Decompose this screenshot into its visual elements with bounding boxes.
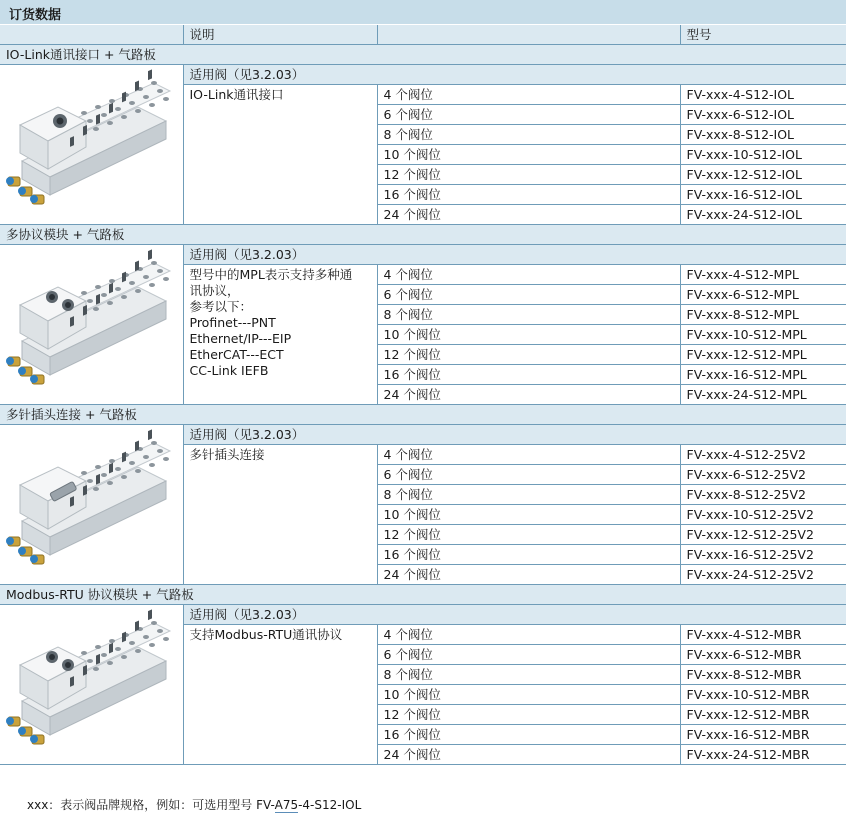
valve-positions: 16 个阀位 <box>377 725 680 745</box>
header-model: 型号 <box>680 25 846 45</box>
model-number: FV-xxx-24-S12-MPL <box>680 385 846 405</box>
product-image-cell <box>0 425 183 585</box>
product-image <box>6 69 176 219</box>
valve-positions: 4 个阀位 <box>377 625 680 645</box>
footnote-tail: -4-S12-IOL <box>298 798 362 812</box>
footnote <box>27 796 361 813</box>
valve-positions: 12 个阀位 <box>377 165 680 185</box>
valve-positions: 10 个阀位 <box>377 145 680 165</box>
model-number: FV-xxx-10-S12-MPL <box>680 325 846 345</box>
valve-positions: 4 个阀位 <box>377 265 680 285</box>
model-number: FV-xxx-24-S12-MBR <box>680 745 846 765</box>
model-number: FV-xxx-4-S12-MPL <box>680 265 846 285</box>
product-image-cell <box>0 65 183 225</box>
model-number: FV-xxx-6-S12-25V2 <box>680 465 846 485</box>
model-number: FV-xxx-8-S12-IOL <box>680 125 846 145</box>
model-number: FV-xxx-12-S12-MBR <box>680 705 846 725</box>
valve-positions: 4 个阀位 <box>377 85 680 105</box>
model-number: FV-xxx-16-S12-MBR <box>680 725 846 745</box>
description-line: Ethernet/IP---EIP <box>189 331 292 346</box>
group-subheader-row <box>0 425 846 445</box>
valve-positions: 10 个阀位 <box>377 685 680 705</box>
description-line: Profinet---PNT <box>189 315 276 330</box>
valve-positions: 12 个阀位 <box>377 525 680 545</box>
description-line: 支持Modbus-RTU通讯协议 <box>189 627 343 642</box>
model-number: FV-xxx-4-S12-25V2 <box>680 445 846 465</box>
group-title-row <box>0 585 846 605</box>
group-title: IO-Link通讯接口 + 气路板 <box>0 45 846 65</box>
model-number: FV-xxx-16-S12-MPL <box>680 365 846 385</box>
valve-positions: 24 个阀位 <box>377 745 680 765</box>
valve-positions: 12 个阀位 <box>377 345 680 365</box>
product-image <box>6 249 176 399</box>
model-number: FV-xxx-4-S12-MBR <box>680 625 846 645</box>
valve-positions: 24 个阀位 <box>377 205 680 225</box>
product-image <box>6 429 176 579</box>
description-line: CC-Link IEFB <box>189 363 269 378</box>
valve-positions: 16 个阀位 <box>377 365 680 385</box>
table-header <box>0 25 846 45</box>
valve-positions: 8 个阀位 <box>377 665 680 685</box>
model-number: FV-xxx-4-S12-IOL <box>680 85 846 105</box>
group-title-row <box>0 405 846 425</box>
valve-positions: 6 个阀位 <box>377 465 680 485</box>
model-number: FV-xxx-10-S12-IOL <box>680 145 846 165</box>
valve-positions: 4 个阀位 <box>377 445 680 465</box>
model-number: FV-xxx-16-S12-IOL <box>680 185 846 205</box>
model-number: FV-xxx-8-S12-MBR <box>680 665 846 685</box>
group-description <box>183 625 377 765</box>
valve-positions: 16 个阀位 <box>377 545 680 565</box>
valve-positions: 8 个阀位 <box>377 485 680 505</box>
valve-positions: 16 个阀位 <box>377 185 680 205</box>
group-description <box>183 85 377 225</box>
group-title: Modbus-RTU 协议模块 + 气路板 <box>0 585 846 605</box>
page-title: 订货数据 <box>9 8 62 23</box>
group-title: 多协议模块 + 气路板 <box>0 225 846 245</box>
model-number: FV-xxx-8-S12-25V2 <box>680 485 846 505</box>
valve-positions: 6 个阀位 <box>377 105 680 125</box>
description-line: 参考以下： <box>189 299 253 314</box>
group-subheader-row <box>0 605 846 625</box>
description-line: 多针插头连接 <box>189 447 265 462</box>
group-description <box>183 265 377 405</box>
header-description: 说明 <box>183 25 377 45</box>
group-subheader-row <box>0 65 846 85</box>
valve-positions: 10 个阀位 <box>377 325 680 345</box>
footnote-brand-code: A75 <box>274 798 299 812</box>
group-title-row <box>0 225 846 245</box>
model-number: FV-xxx-8-S12-MPL <box>680 305 846 325</box>
model-number: FV-xxx-12-S12-25V2 <box>680 525 846 545</box>
description-line: 讯协议， <box>189 283 240 298</box>
valve-positions: 12 个阀位 <box>377 705 680 725</box>
description-line: IO-Link通讯接口 <box>189 87 284 102</box>
valve-positions: 8 个阀位 <box>377 305 680 325</box>
model-number: FV-xxx-10-S12-25V2 <box>680 505 846 525</box>
description-line: EtherCAT---ECT <box>189 347 284 362</box>
group-subheader-row <box>0 245 846 265</box>
applicable-valve-note: 适用阀（见3.2.03） <box>183 65 846 85</box>
model-number: FV-xxx-16-S12-25V2 <box>680 545 846 565</box>
valve-positions: 10 个阀位 <box>377 505 680 525</box>
group-title: 多针插头连接 + 气路板 <box>0 405 846 425</box>
valve-positions: 6 个阀位 <box>377 285 680 305</box>
applicable-valve-note: 适用阀（见3.2.03） <box>183 245 846 265</box>
model-number: FV-xxx-12-S12-MPL <box>680 345 846 365</box>
group-title-row <box>0 45 846 65</box>
group-description <box>183 445 377 585</box>
applicable-valve-note: 适用阀（见3.2.03） <box>183 425 846 445</box>
description-line: 型号中的MPL表示支持多种通 <box>189 267 353 282</box>
valve-positions: 6 个阀位 <box>377 645 680 665</box>
applicable-valve-note: 适用阀（见3.2.03） <box>183 605 846 625</box>
model-number: FV-xxx-6-S12-MBR <box>680 645 846 665</box>
model-number: FV-xxx-12-S12-IOL <box>680 165 846 185</box>
product-image-cell <box>0 605 183 765</box>
product-image-cell <box>0 245 183 405</box>
product-image <box>6 609 176 759</box>
model-number: FV-xxx-24-S12-IOL <box>680 205 846 225</box>
model-number: FV-xxx-24-S12-25V2 <box>680 565 846 585</box>
valve-positions: 24 个阀位 <box>377 385 680 405</box>
title-bar <box>0 0 846 25</box>
model-number: FV-xxx-6-S12-MPL <box>680 285 846 305</box>
footnote-text: xxx：表示阀品牌规格，例如：可选用型号 FV- <box>27 798 275 812</box>
valve-positions: 24 个阀位 <box>377 565 680 585</box>
model-number: FV-xxx-10-S12-MBR <box>680 685 846 705</box>
model-number: FV-xxx-6-S12-IOL <box>680 105 846 125</box>
valve-positions: 8 个阀位 <box>377 125 680 145</box>
order-table <box>0 25 846 765</box>
